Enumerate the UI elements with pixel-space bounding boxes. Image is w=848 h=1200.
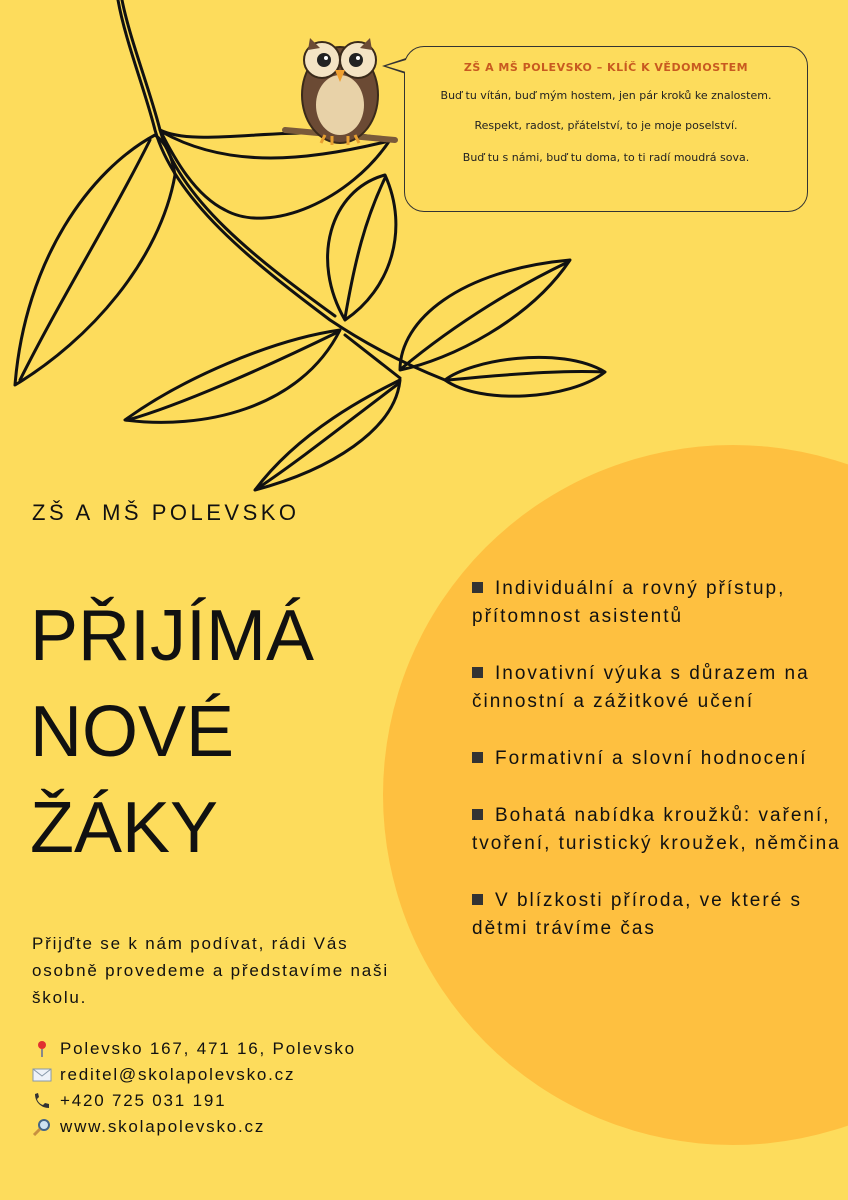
headline-line: NOVÉ: [30, 692, 235, 772]
school-name: ZŠ A MŠ POLEVSKO: [32, 500, 300, 525]
speech-bubble: [404, 46, 808, 212]
contact-phone[interactable]: [32, 1088, 356, 1114]
bubble-title: ZŠ A MŠ POLEVSKO – KLÍČ K VĚDOMOSTEM: [463, 61, 749, 74]
envelope-icon: [32, 1066, 52, 1084]
owl-illustration: [280, 10, 400, 160]
web-link[interactable]: www.skolapolevsko.cz: [60, 1117, 266, 1136]
bullet-square-icon: [472, 752, 483, 763]
feature-item: Inovativní výuka s důrazem na činnostní a zážitkové učení: [472, 663, 810, 712]
bullet-square-icon: [472, 667, 483, 678]
headline-line: ŽÁKY: [30, 788, 219, 868]
bullet-square-icon: [472, 894, 483, 905]
pin-icon: [32, 1040, 52, 1058]
invitation-text: Přijďte se k nám podívat, rádi Vás osobně provedeme a představíme naši školu.: [32, 934, 389, 1007]
speech-bubble-tail-fill: [386, 60, 406, 72]
email-link[interactable]: reditel@skolapolevsko.cz: [60, 1065, 296, 1084]
contact-web[interactable]: [32, 1114, 356, 1140]
bubble-line-3: Buď tu s námi, buď tu doma, to ti radí moudrá sova.: [462, 151, 750, 164]
headline: [30, 588, 314, 876]
bubble-line-1: Buď tu vítán, buď mým hostem, jen pár kroků ke znalostem.: [440, 89, 772, 102]
contact-email[interactable]: [32, 1062, 356, 1088]
contact-address: [32, 1036, 356, 1062]
headline-line: PŘIJÍMÁ: [30, 596, 315, 676]
feature-item: V blízkosti příroda, ve které s dětmi trávíme čas: [472, 890, 802, 939]
phone-icon: [32, 1092, 52, 1110]
address-text: Polevsko 167, 471 16, Polevsko: [60, 1039, 356, 1058]
magnifier-icon: [32, 1118, 52, 1136]
bullet-square-icon: [472, 582, 483, 593]
phone-link[interactable]: +420 725 031 191: [60, 1091, 227, 1110]
feature-item: Formativní a slovní hodnocení: [472, 745, 842, 773]
bubble-line-2: Respekt, radost, přátelství, to je moje poselství.: [474, 119, 738, 132]
contact-list: [32, 1036, 356, 1140]
feature-item: Individuální a rovný přístup, přítomnost asistentů: [472, 578, 786, 627]
feature-item: Bohatá nabídka kroužků: vaření, tvoření, turistický kroužek, němčina: [472, 805, 841, 854]
bullet-square-icon: [472, 809, 483, 820]
feature-list: [472, 575, 842, 972]
